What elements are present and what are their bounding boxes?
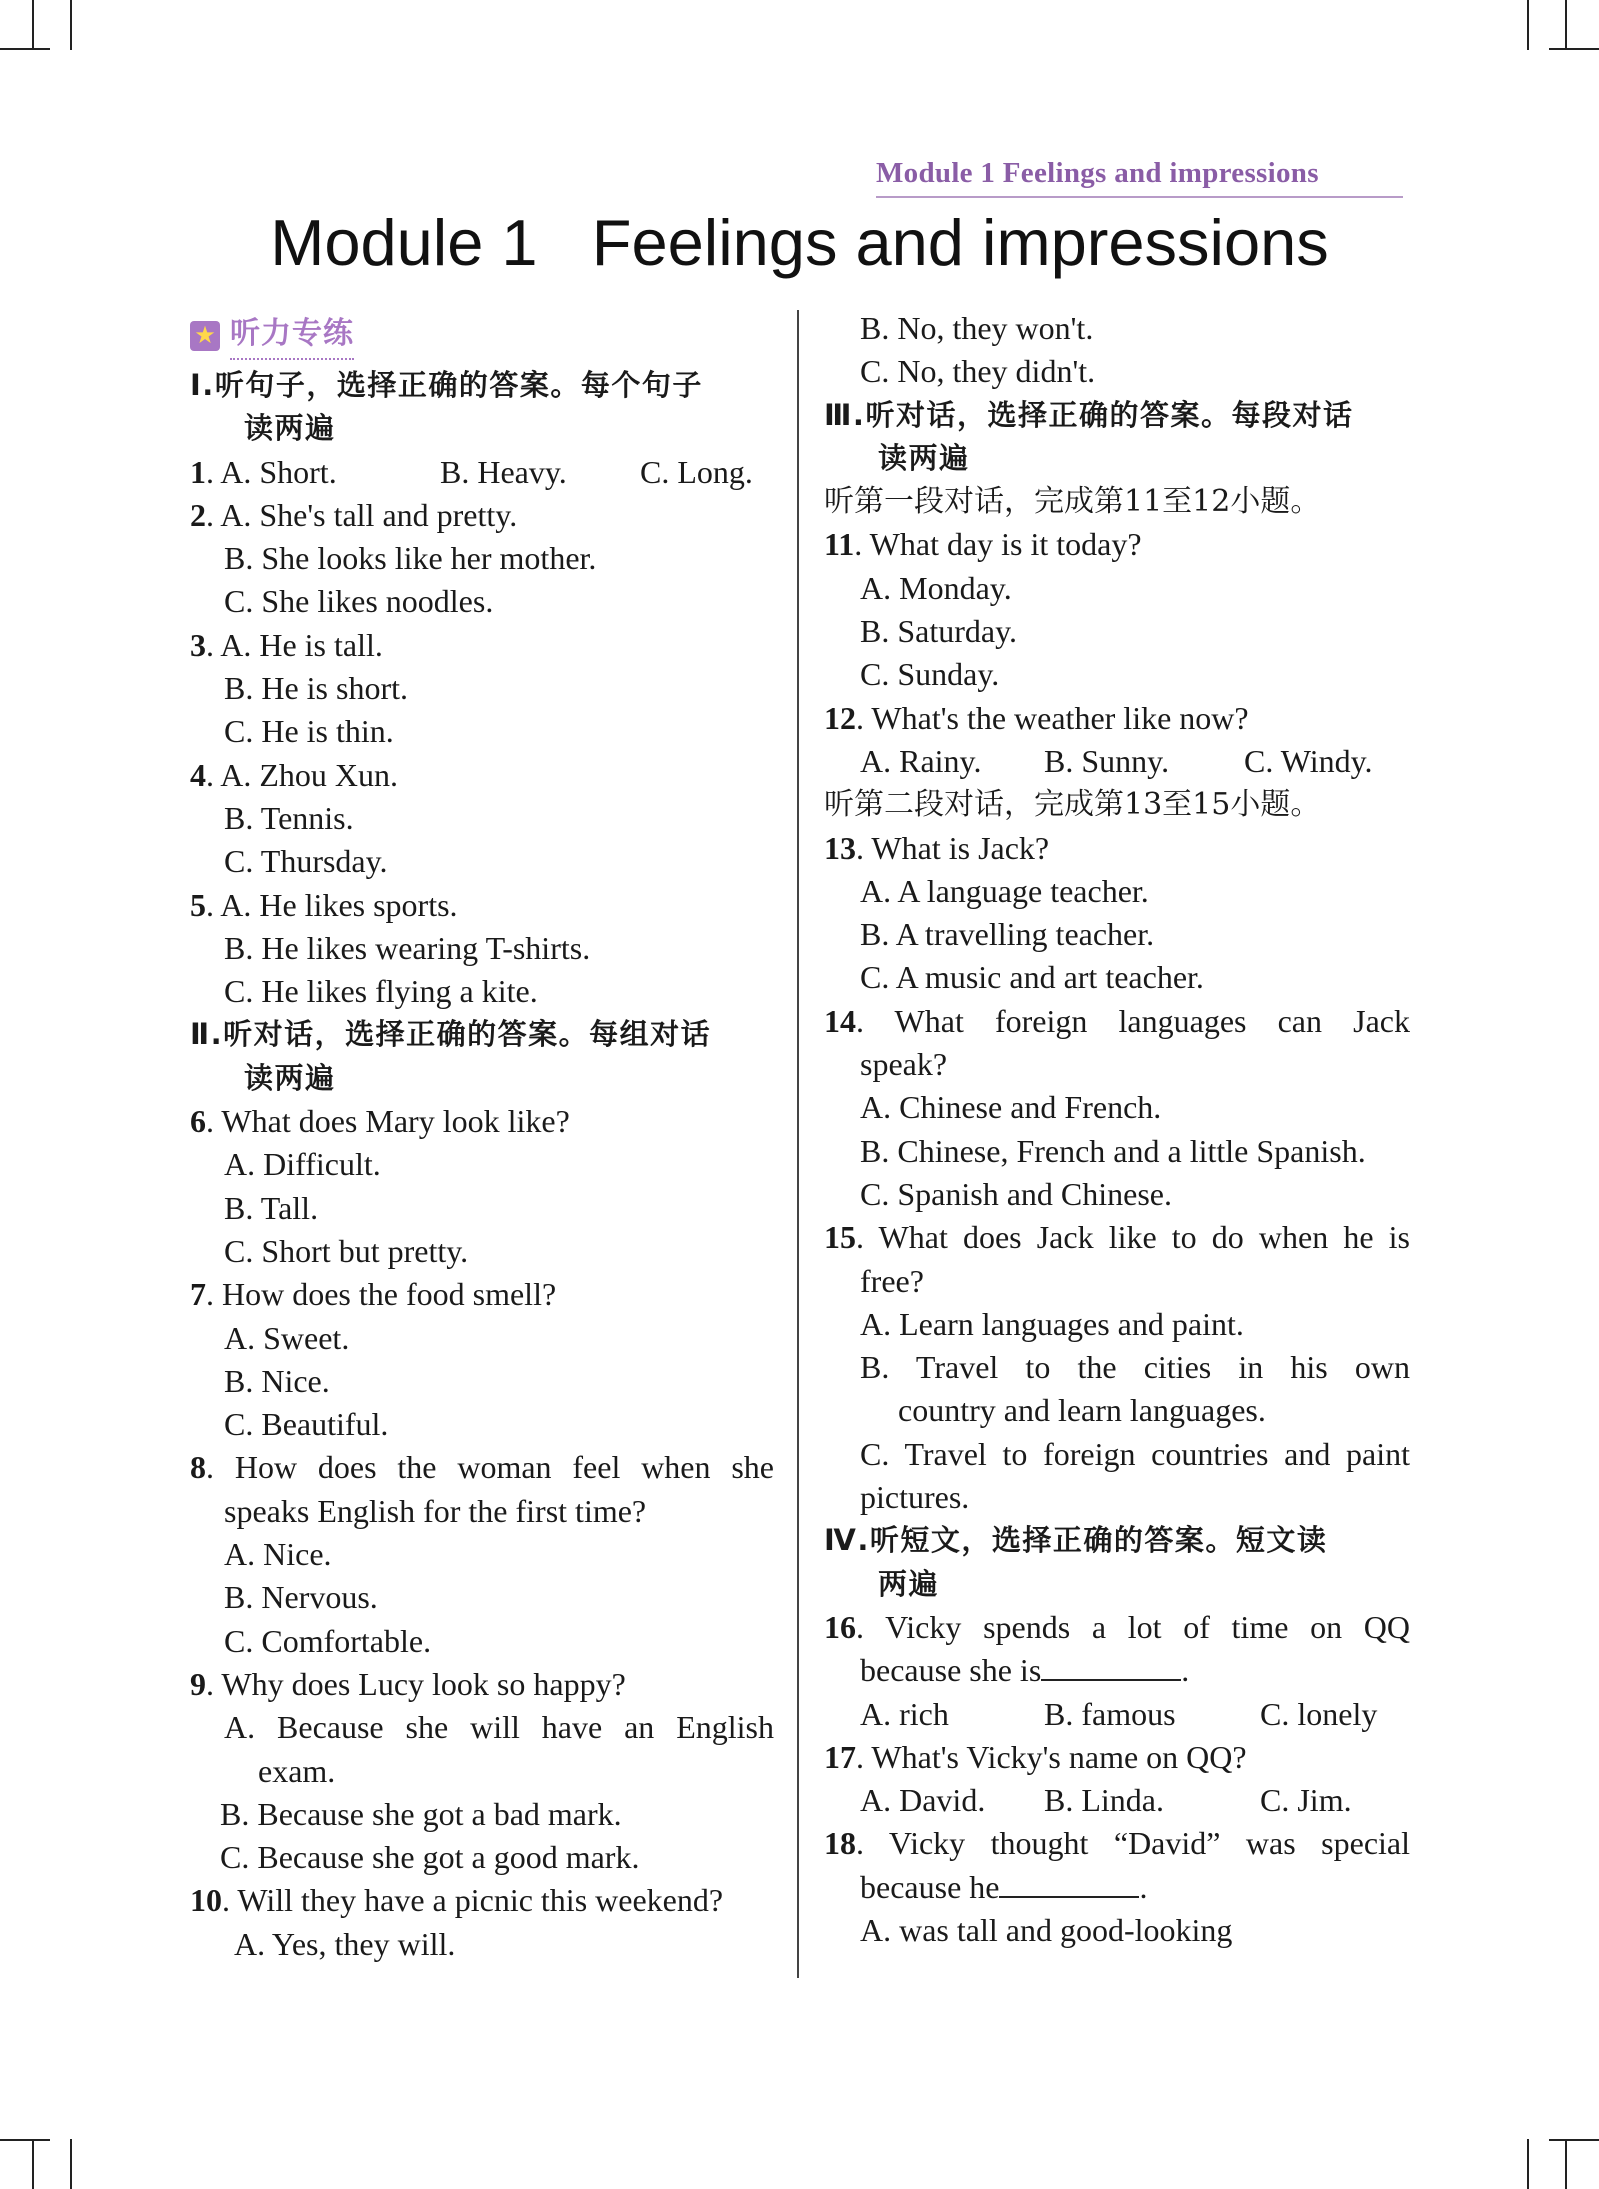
option-a: A. Yes, they will. [234,1925,456,1962]
question-16-options: A. rich B. famous C. lonely [860,1695,1378,1732]
crop-mark [1565,0,1567,50]
question-18: 18. Vicky thought “David” was special [824,1825,1410,1862]
crop-mark [0,2139,50,2141]
question-6: 6. What does Mary look like? [190,1103,570,1140]
crop-mark [32,2139,34,2189]
option-c: C. Thursday. [224,843,388,880]
option-a: A. Difficult. [224,1146,381,1183]
option-a: A. A language teacher. [860,872,1149,909]
question-12: 12. What's the weather like now? [824,699,1249,736]
option-c: C. A music and art teacher. [860,959,1204,996]
question-9: 9. Why does Lucy look so happy? [190,1665,626,1702]
question-10: 10. Will they have a picnic this weekend? [190,1882,724,1919]
question-4: 4. A. Zhou Xun. [190,756,398,793]
crop-mark [1527,2139,1529,2189]
crop-mark [70,0,72,50]
question-13: 13. What is Jack? [824,829,1050,866]
section-heading-1-cont: 读两遍 [244,411,336,446]
option-a-cont: exam. [258,1752,336,1789]
option-b: B. Tall. [224,1189,319,1226]
section-heading-1: Ⅰ.听句子，选择正确的答案。每个句子 [190,368,703,402]
crop-mark [1549,2139,1599,2141]
question-18-cont: because he . [860,1868,1148,1905]
option-c: C. Sunday. [860,656,1000,693]
option-b: B. He likes wearing T-shirts. [224,929,591,966]
section-heading-3-cont: 读两遍 [878,440,970,475]
section-heading-4: Ⅳ.听短文，选择正确的答案。短文读 [824,1523,1328,1558]
header-rule [876,196,1403,198]
option-a: A. Monday. [860,569,1012,606]
option-c: C. He is thin. [224,713,394,750]
option-c: C. Comfortable. [224,1622,432,1659]
option-c: C. Travel to foreign countries and paint [860,1435,1410,1472]
option-c: C. Beautiful. [224,1406,389,1443]
dialogue-2-instruction: 听第二段对话，完成第13至15小题。 [824,787,1321,823]
option-b: B. Chinese, French and a little Spanish. [860,1132,1366,1169]
section-heading-3: Ⅲ.听对话，选择正确的答案。每段对话 [824,397,1354,432]
crop-mark [70,2139,72,2189]
option-b: B. Because she got a bad mark. [220,1795,622,1832]
option-c-cont: pictures. [860,1479,970,1516]
option-b: B. Nice. [224,1362,330,1399]
crop-mark [1549,48,1599,50]
star-icon: ★ [190,321,220,351]
question-16: 16. Vicky spends a lot of time on QQ [824,1608,1410,1645]
option-a: A. Sweet. [224,1319,350,1356]
option-c: C. Spanish and Chinese. [860,1175,1172,1212]
left-column [190,310,774,1966]
question-12-options: A. Rainy. B. Sunny. C. Windy. [860,742,1373,779]
option-b: B. She looks like her mother. [224,540,597,577]
option-a: A. Learn languages and paint. [860,1305,1244,1342]
question-14-cont: speak? [860,1046,948,1083]
option-c: C. Because she got a good mark. [220,1839,640,1876]
question-5: 5. A. He likes sports. [190,886,458,923]
option-b: B. A travelling teacher. [860,916,1155,953]
answer-blank[interactable] [1041,1651,1181,1681]
question-15: 15. What does Jack like to do when he is [824,1219,1410,1256]
dialogue-1-instruction: 听第一段对话，完成第11至12小题。 [824,484,1321,520]
question-2: 2. A. She's tall and pretty. [190,496,518,533]
option-b: B. He is short. [224,670,408,707]
question-17-options: A. David. B. Linda. C. Jim. [860,1782,1352,1819]
question-14: 14. What foreign languages can Jack [824,1002,1410,1039]
listening-label: 听力专练 [230,312,354,359]
listening-heading [190,310,774,362]
question-3: 3. A. He is tall. [190,626,383,663]
question-16-cont: because she is . [860,1652,1190,1689]
question-8-cont: speaks English for the first time? [224,1492,647,1529]
option-b: B. Tennis. [224,799,354,836]
question-8: 8. How does the woman feel when she [190,1449,774,1486]
section-heading-2-cont: 读两遍 [244,1060,336,1095]
option-b: B. Saturday. [860,613,1018,650]
option-c: C. No, they didn't. [860,353,1096,390]
option-a: A. Chinese and French. [860,1089,1162,1126]
option-b: B. Nervous. [224,1579,378,1616]
option-a: A. Because she will have an English [224,1709,774,1746]
page-title: Module 1 Feelings and impressions [270,206,1329,279]
question-11: 11. What day is it today? [824,526,1142,563]
question-15-cont: free? [860,1262,924,1299]
right-column [824,307,1410,1952]
option-b: B. No, they won't. [860,310,1094,346]
option-c: C. He likes flying a kite. [224,973,538,1010]
option-b: B. Travel to the cities in his own [860,1349,1410,1386]
section-heading-4-cont: 两遍 [878,1566,940,1601]
option-a: A. Nice. [224,1536,332,1573]
section-heading-2: Ⅱ.听对话，选择正确的答案。每组对话 [190,1017,712,1052]
crop-mark [32,0,34,50]
question-1: 1. A. Short. B. Heavy. C. Long. [190,453,753,490]
option-c: C. Short but pretty. [224,1232,469,1269]
option-a: A. was tall and good-looking [860,1911,1233,1948]
option-b-cont: country and learn languages. [898,1392,1266,1429]
crop-mark [1527,0,1529,50]
crop-mark [1565,2139,1567,2189]
running-header: Module 1 Feelings and impressions [876,157,1319,189]
answer-blank[interactable] [999,1868,1139,1898]
question-7: 7. How does the food smell? [190,1276,557,1313]
crop-mark [0,48,50,50]
question-17: 17. What's Vicky's name on QQ? [824,1738,1247,1775]
column-divider [797,310,799,1978]
option-c: C. She likes noodles. [224,583,494,620]
